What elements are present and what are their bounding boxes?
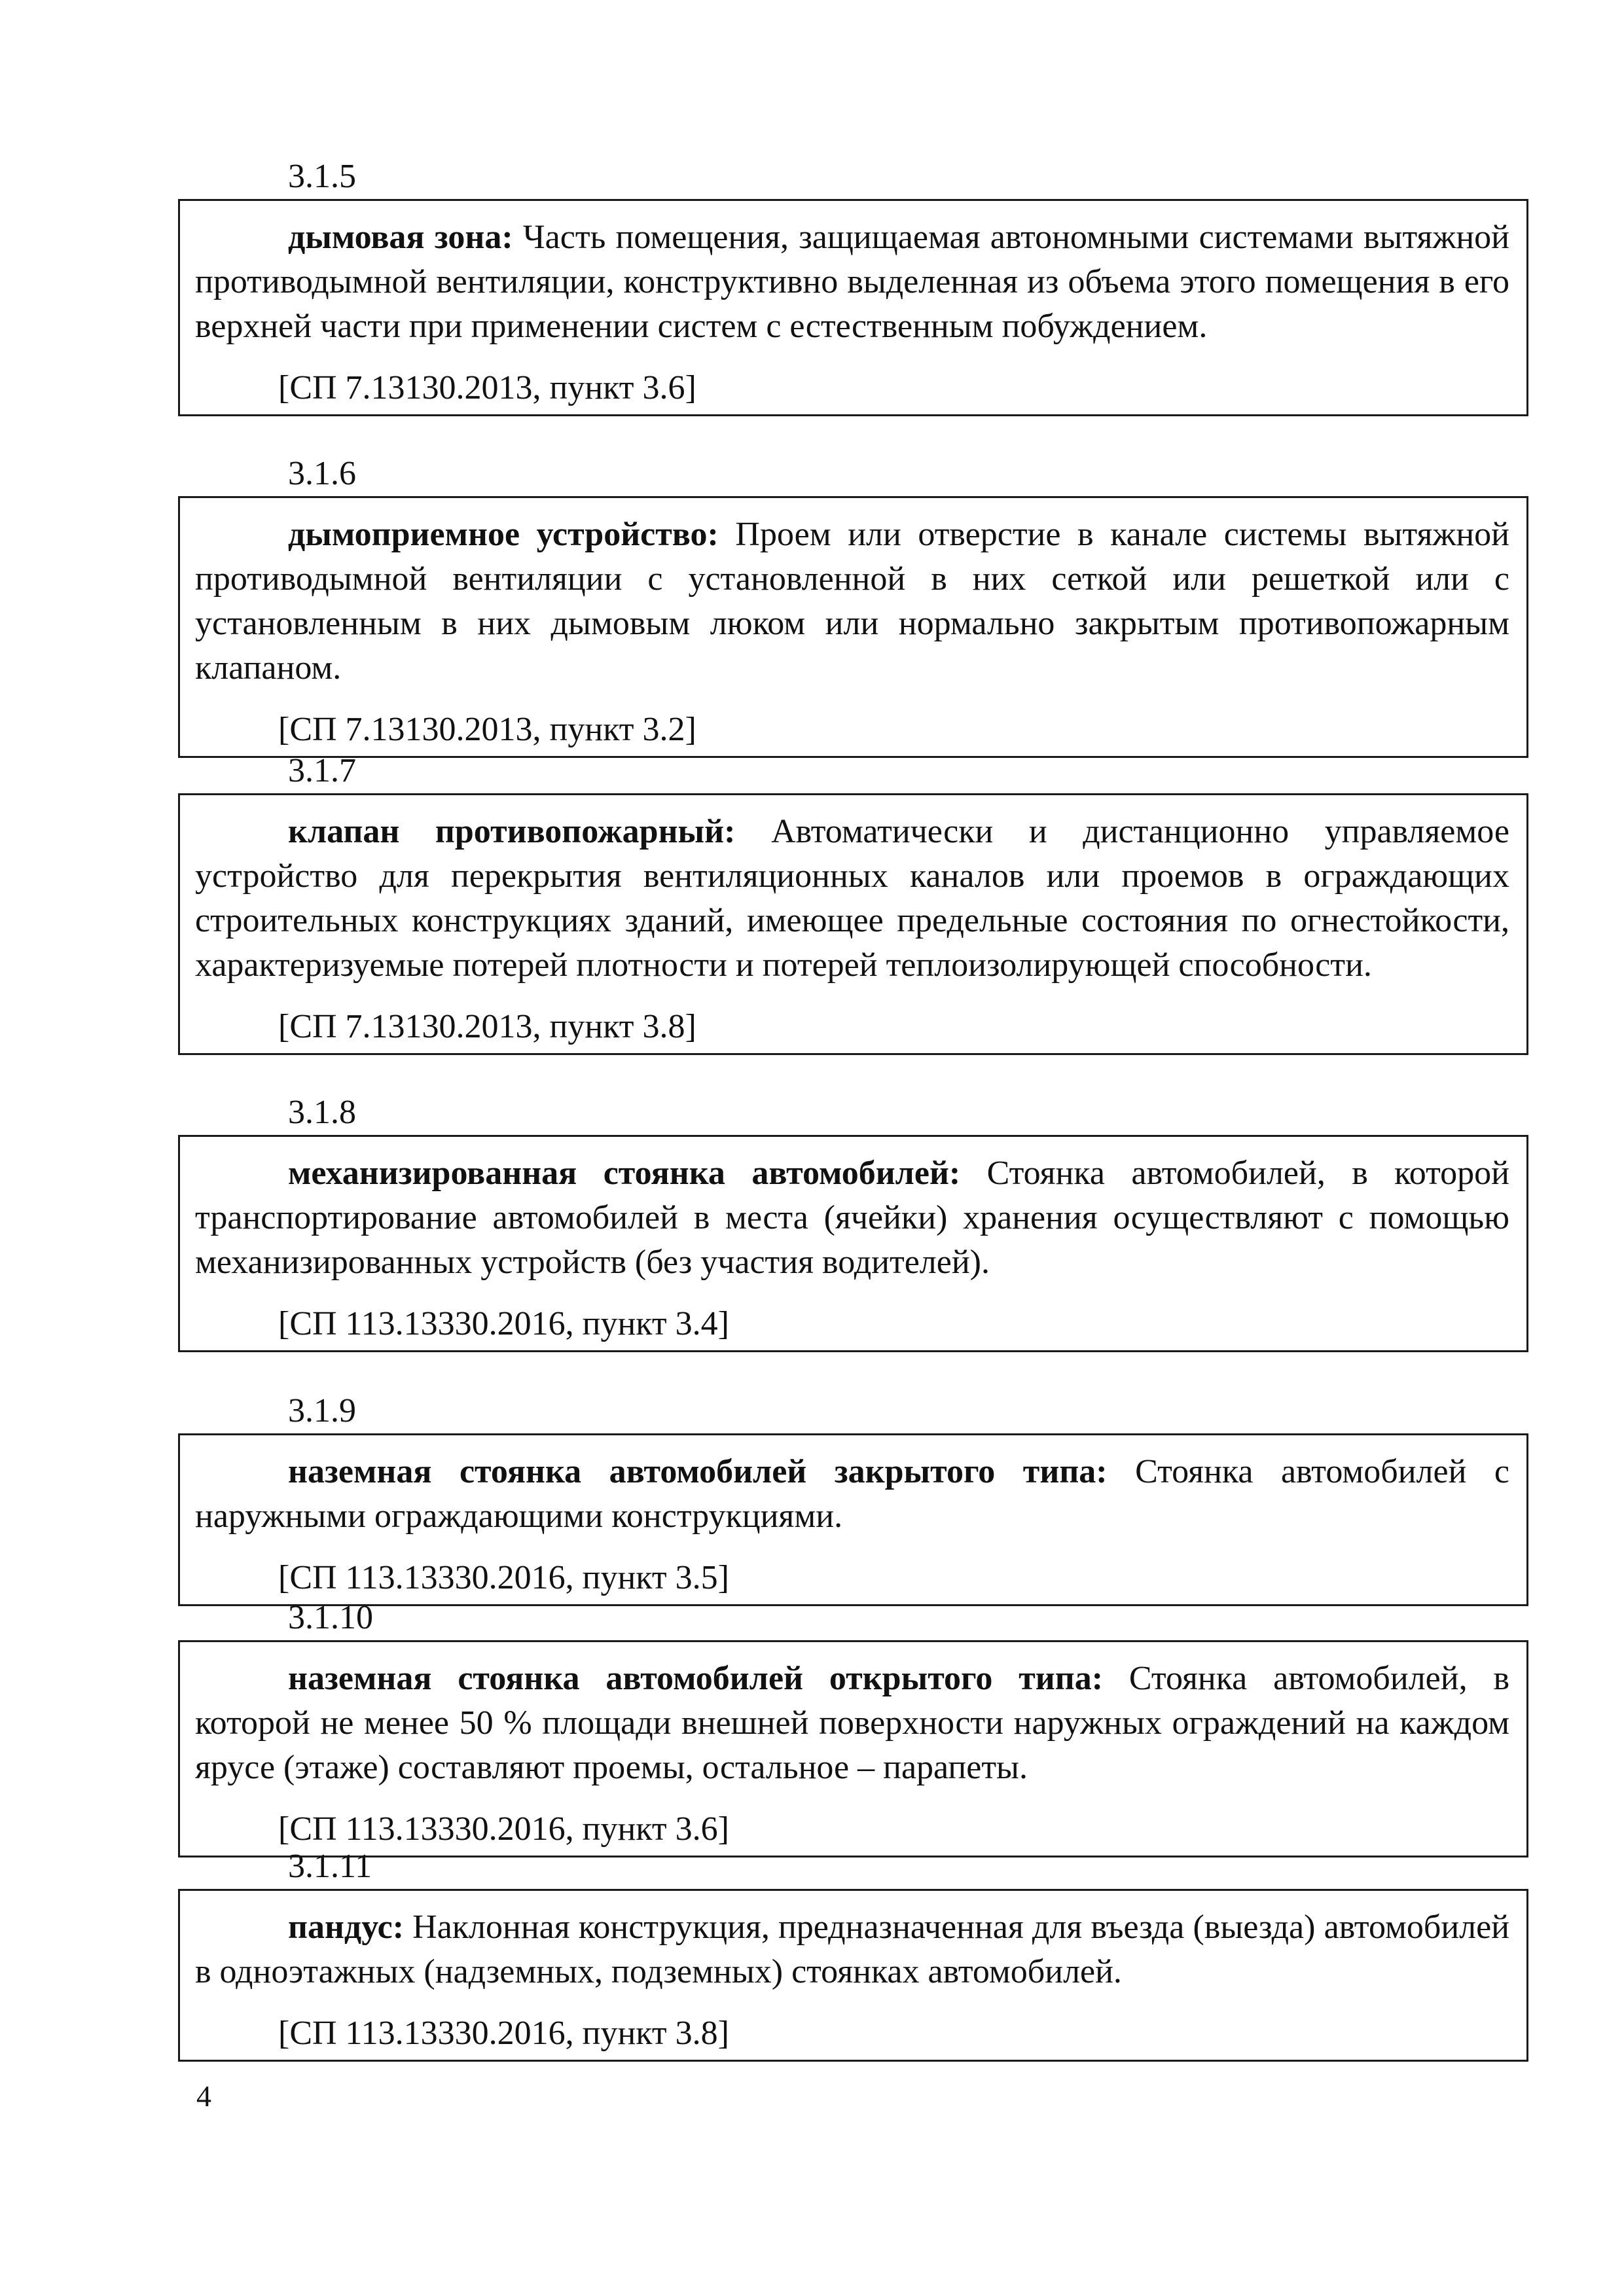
- entry-number: 3.1.6: [288, 455, 356, 492]
- page-number: 4: [196, 2079, 211, 2113]
- term: наземная стоянка автомобилей открытого типа:: [288, 1660, 1104, 1697]
- source-reference: [СП 113.13330.2016, пункт 3.5]: [278, 1559, 729, 1596]
- definition-text: Стоянка автомобилей, в которой не менее 50 % площади внешней поверхности наружных ограждений на каждом ярусе (этаже) составляют проемы, остальное – парапеты.: [195, 1660, 1509, 1786]
- term-box: [178, 199, 1528, 416]
- entry-number: 3.1.5: [288, 158, 356, 195]
- entry-number: 3.1.8: [288, 1094, 356, 1131]
- definition-text: Стоянка автомобилей с наружными ограждающими конструкциями.: [195, 1453, 1509, 1535]
- term: механизированная стоянка автомобилей:: [288, 1155, 961, 1192]
- definition-paragraph: [195, 1151, 1509, 1285]
- definition-paragraph: [195, 512, 1509, 691]
- source-reference: [СП 7.13130.2013, пункт 3.2]: [278, 711, 696, 748]
- definition-text: Стоянка автомобилей, в которой транспортирование автомобилей в места (ячейки) хранения осуществляют с помощью механизированных устройств (без участия водителей).: [195, 1155, 1509, 1281]
- definition-paragraph: [195, 810, 1509, 988]
- source-reference: [СП 7.13130.2013, пункт 3.6]: [278, 369, 696, 406]
- source-reference: [СП 113.13330.2016, пункт 3.8]: [278, 2015, 729, 2052]
- definition-paragraph: [195, 1905, 1509, 1994]
- entry-number: 3.1.9: [288, 1392, 356, 1429]
- entry-number: 3.1.10: [288, 1599, 373, 1636]
- term: наземная стоянка автомобилей закрытого типа:: [288, 1453, 1108, 1490]
- term: дымовая зона:: [288, 219, 513, 256]
- definition-text: Автоматически и дистанционно управляемое устройство для перекрытия вентиляционных каналов или проемов в ограждающих строительных конструкциях зданий, имеющее предельные состояния по огнестойкости, характеризуемые потерей плотности и потерей теплоизолирующей способности.: [195, 813, 1509, 984]
- term-box: [178, 496, 1528, 758]
- entry-number: 3.1.7: [288, 752, 356, 789]
- definition-paragraph: [195, 1657, 1509, 1790]
- term: клапан противопожарный:: [288, 813, 736, 850]
- entry-number: 3.1.11: [288, 1848, 372, 1885]
- source-reference: [СП 113.13330.2016, пункт 3.6]: [278, 1810, 729, 1848]
- source-reference: [СП 7.13130.2013, пункт 3.8]: [278, 1008, 696, 1045]
- definition-text: Часть помещения, защищаемая автономными системами вытяжной противодымной вентиляции, конструктивно выделенная из объема этого помещения в его верхней части при применении систем с естественным побуждением.: [195, 219, 1509, 345]
- definition-text: Проем или отверстие в канале системы вытяжной противодымной вентиляции с установленной в них сеткой или решеткой или с установленным в них дымовым люком или нормально закрытым противопожарным клапаном.: [195, 516, 1510, 687]
- term-box: [178, 1889, 1528, 2062]
- source-reference: [СП 113.13330.2016, пункт 3.4]: [278, 1305, 729, 1342]
- term-box: [178, 1640, 1528, 1857]
- term: дымоприемное устройство:: [288, 516, 719, 553]
- term-box: [178, 793, 1528, 1055]
- definition-paragraph: [195, 215, 1509, 349]
- term-box: [178, 1135, 1528, 1352]
- definition-paragraph: [195, 1450, 1509, 1539]
- term: пандус:: [288, 1909, 405, 1946]
- definition-text: Наклонная конструкция, предназначенная для въезда (выезда) автомобилей в одноэтажных (надземных, подземных) стоянках автомобилей.: [195, 1909, 1510, 1990]
- term-box: [178, 1433, 1528, 1606]
